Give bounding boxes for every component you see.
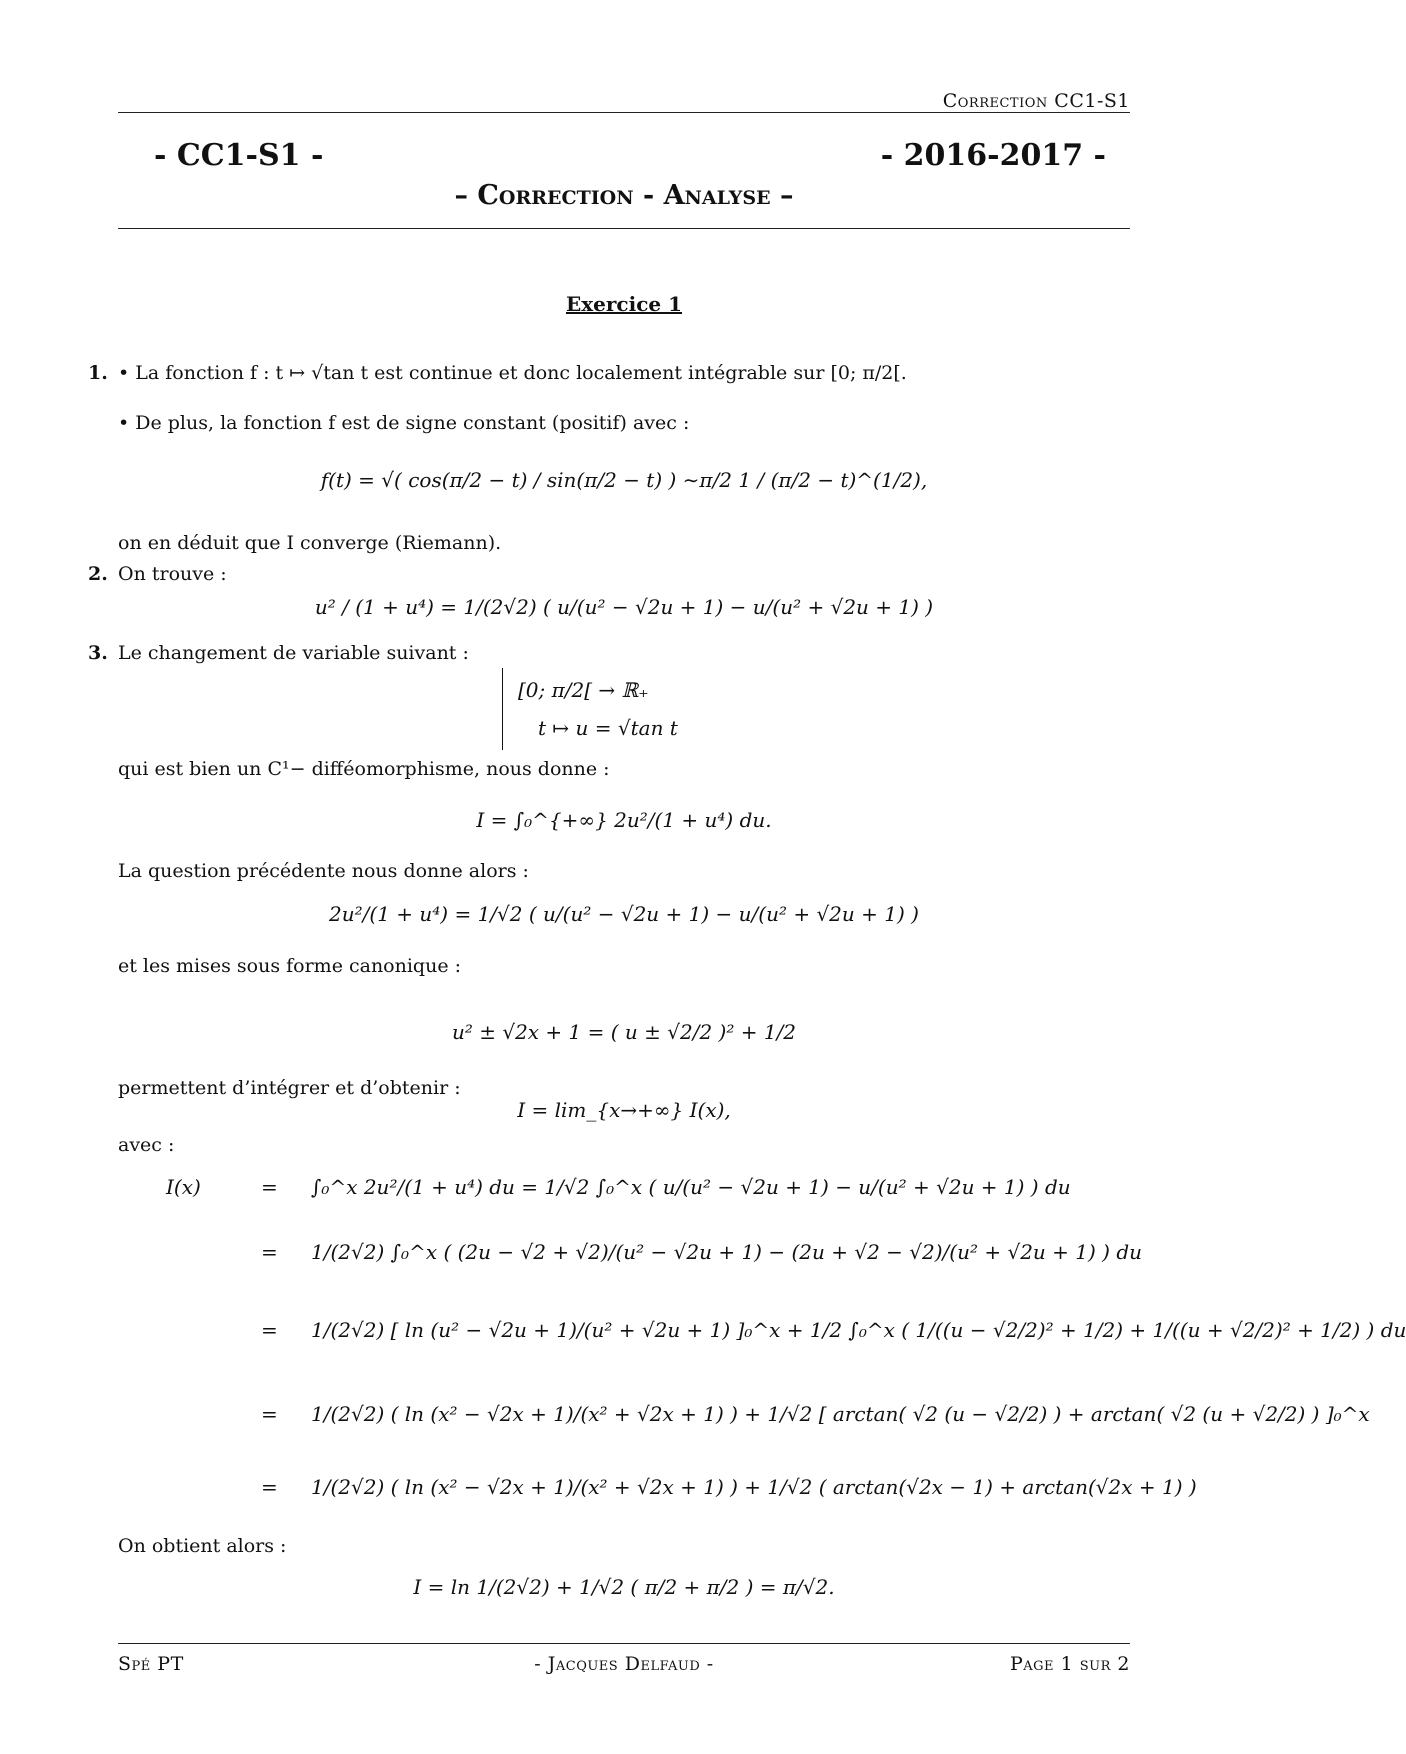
exam-code: - CC1-S1 -	[154, 138, 324, 173]
chain-step-4: 1/(2√2) ( ln (x² − √2x + 1)/(x² + √2x + 1) ) + 1/√2 [ arctan( √2 (u − √2/2) ) + arctan( √2 (u + √2/2) ) ]₀^x	[311, 1402, 1370, 1426]
q2-text: On trouve :	[118, 563, 227, 585]
q1-bullet-1: • La fonction f : t ↦ √tan t est continue et donc localement intégrable sur [0; π/2[.	[118, 362, 907, 384]
chain-lhs: I(x)	[166, 1175, 201, 1199]
chain-step-3: 1/(2√2) [ ln (u² − √2u + 1)/(u² + √2u + 1) ]₀^x + 1/2 ∫₀^x ( 1/((u − √2/2)² + 1/2) + 1/((u + √2/2)² + 1/2) ) du	[311, 1318, 1406, 1342]
page: Correction CC1-S1 - CC1-S1 - - 2016-2017 - – Correction - Analyse – Exercice 1 1. • La fonction f : t ↦ √tan t est continue et donc localement intégrable sur [0; π/2[. • De plus, la fonction f est de signe constant (positif) avec : f(t) = √( cos(π/2 − t) / sin(π/2 − t) ) ∼π/2 1 / (π/2 − t)^(1/2), on en déduit que I converge (Riemann). 2. On trouve : u² / (1 + u⁴) = 1/(2√2) ( u/(u² − √2u + 1) − u/(u² + √2u + 1) ) 3. Le changement de variable suivant : [0; π/2[ → ℝ₊ t ↦ u = √tan t qui est bien un C¹− difféomorphisme, nous donne : I = ∫₀^{+∞} 2u²/(1 + u⁴) du. La question précédente nous donne alors : 2u²/(1 + u⁴) = 1/√2 ( u/(u² − √2u + 1) − u/(u² + √2u + 1) ) et les mises sous forme canonique : u² ± √2x + 1 = ( u ± √2/2 )² + 1/2 permettent d’intégrer et d’obtenir : I = lim_{x→+∞} I(x), avec : I(x) = ∫₀^x 2u²/(1 + u⁴) du = 1/√2 ∫₀^x ( u/(u² − √2u + 1) − u/(u² + √2u + 1) ) du = 1/(2√2) ∫₀^x ( (2u − √2 + √2)/(u² − √2u + 1) − (2u + √2 − √2)/(u² + √2u + 1) ) du = 1/(2√2) [ ln (u² − √2u + 1)/(u² + √2u + 1) ]₀^x + 1/2 ∫₀^x ( 1/((u − √2/2)² + 1/2) + 1/((u + √2/2)² + 1/2) ) du = 1/(2√2) ( ln (x² − √2x + 1)/(x² + √2x + 1) ) + 1/√2 [ arctan( √2 (u − √2/2) ) + arctan( √2 (u + √2/2) ) ]₀^x = 1/(2√2) ( ln (x² − √2x + 1)/(x² + √2x + 1) ) + 1/√2 ( arctan(√2x − 1) + arctan(√2x + 1) ) On obtient alors : I = ln 1/(2√2) + 1/√2 ( π/2 + π/2 ) = π/√2. Spé PT - Jacques Delfaud - Page 1 sur 2	[88, 90, 1406, 1675]
q1-number: 1.	[88, 362, 108, 384]
chain-step-5: 1/(2√2) ( ln (x² − √2x + 1)/(x² + √2x + 1) ) + 1/√2 ( arctan(√2x − 1) + arctan(√2x + 1) )	[311, 1475, 1197, 1499]
q3-text-final: On obtient alors :	[118, 1535, 287, 1557]
q1-bullet-2: • De plus, la fonction f est de signe constant (positif) avec :	[118, 412, 690, 434]
q1-formula: f(t) = √( cos(π/2 − t) / sin(π/2 − t) ) ∼π/2 1 / (π/2 − t)^(1/2),	[320, 468, 928, 492]
q3-text-prev: La question précédente nous donne alors :	[118, 860, 529, 882]
q3-text-integrate: permettent d’intégrer et d’obtenir :	[118, 1077, 461, 1099]
chain-eq: =	[261, 1175, 278, 1199]
map-bar	[502, 668, 503, 750]
chain-step-2: 1/(2√2) ∫₀^x ( (2u − √2 + √2)/(u² − √2u + 1) − (2u + √2 − √2)/(u² + √2u + 1) ) du	[311, 1240, 1142, 1264]
chain-step-1: ∫₀^x 2u²/(1 + u⁴) du = 1/√2 ∫₀^x ( u/(u² − √2u + 1) − u/(u² + √2u + 1) ) du	[311, 1175, 1071, 1199]
exercise-title: Exercice 1	[566, 292, 682, 316]
q2-formula: u² / (1 + u⁴) = 1/(2√2) ( u/(u² − √2u + 1) − u/(u² + √2u + 1) )	[314, 595, 934, 619]
school-year: - 2016-2017 -	[880, 138, 1106, 173]
q3-text-change: Le changement de variable suivant :	[118, 642, 469, 664]
q3-text-avec: avec :	[118, 1134, 175, 1156]
page-subtitle: – Correction - Analyse –	[454, 180, 794, 211]
q3-number: 3.	[88, 642, 108, 664]
footer-rule	[118, 1643, 1130, 1644]
q3-map-line-1: [0; π/2[ → ℝ₊	[518, 678, 649, 702]
q3-formula-I: I = ∫₀^{+∞} 2u²/(1 + u⁴) du.	[476, 808, 772, 832]
title-rule	[118, 228, 1130, 229]
header-rule	[118, 112, 1130, 113]
q3-map-line-2: t ↦ u = √tan t	[538, 716, 678, 740]
q3-text-canon: et les mises sous forme canonique :	[118, 955, 462, 977]
q3-formula-prev: 2u²/(1 + u⁴) = 1/√2 ( u/(u² − √2u + 1) − u/(u² + √2u + 1) )	[329, 902, 919, 926]
title-row	[154, 138, 1106, 178]
q1-conclusion: on en déduit que I converge (Riemann).	[118, 532, 502, 554]
q3-formula-limit: I = lim_{x→+∞} I(x),	[517, 1098, 731, 1122]
q2-number: 2.	[88, 563, 108, 585]
running-title: Correction CC1-S1	[942, 90, 1130, 112]
q3-formula-canon: u² ± √2x + 1 = ( u ± √2/2 )² + 1/2	[451, 1020, 797, 1044]
footer-right: Page 1 sur 2	[1010, 1653, 1130, 1675]
footer-left: Spé PT	[118, 1653, 184, 1675]
q3-formula-final: I = ln 1/(2√2) + 1/√2 ( π/2 + π/2 ) = π/√2.	[413, 1575, 835, 1599]
q3-text-diffeo: qui est bien un C¹− difféomorphisme, nous donne :	[118, 758, 610, 780]
footer-center: - Jacques Delfaud -	[534, 1653, 714, 1675]
